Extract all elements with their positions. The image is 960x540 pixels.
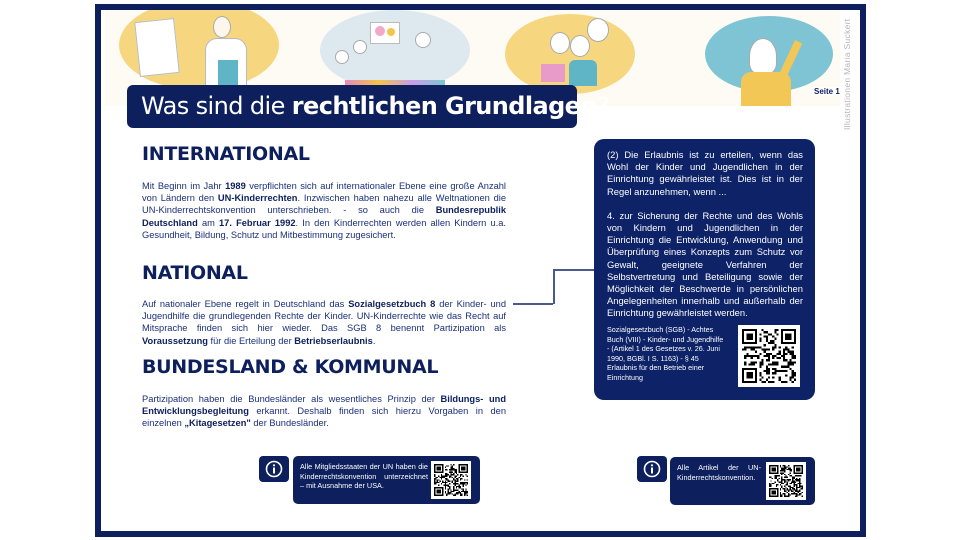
info-icon (643, 460, 661, 478)
connector-line (553, 269, 595, 271)
qr-code-icon[interactable] (431, 461, 471, 499)
qr-code-icon[interactable] (738, 325, 800, 387)
paragraph-international: Mit Beginn im Jahr 1989 verpflichten sich auf internationaler Ebene eine große Anzahl von Ländern den UN-Kinderrechten. Inzwischen haben nahezu alle Weltnationen die UN-Kinderrechtskonvention unterschrieben. - so auch die Bundesrepublik Deutschland am 17. Februar 1992. In den Kinderrechten werden allen Kindern u.a. Gesundheit, Bildung, Schutz und Mitbestimmung zugesichert. (142, 181, 507, 240)
heading-international: INTERNATIONAL (142, 143, 310, 165)
legal-quote-panel (594, 139, 815, 400)
connector-line (553, 269, 555, 304)
info-box-un-members: Alle Mitgliedsstaaten der UN haben die Kinderrechtskonvention unterzeichnet – mit Ausnahme der USA. (293, 456, 480, 504)
qr-code-icon[interactable] (766, 462, 806, 500)
paragraph-bundesland: Partizipation haben die Bundesländer als wesentliches Prinzip der Bildungs- und Entwicklungsbegleitung erkannt. Deshalb finden sich hierzu Vorgaben in den einzelnen „Kitagesetzen" der Bundesländer. (142, 394, 507, 429)
page-number: Seite 1 (814, 87, 840, 96)
paragraph-national: Auf nationaler Ebene regelt in Deutschland das Sozialgesetzbuch 8 der Kinder- und Jugendhilfe die grundlegenden Rechte der Kinder. UN-Kinderrechte wie das Recht auf Mitsprache finden sich hier wieder. Das SGB 8 benennt Partizipation als Voraussetzung für die Erteilung der Betriebserlaubnis. (142, 299, 506, 346)
heading-bundesland-kommunal: BUNDESLAND & KOMMUNAL (142, 356, 439, 378)
heading-national: NATIONAL (142, 262, 248, 284)
legal-paragraph-4: 4. zur Sicherung der Rechte und des Wohls von Kindern und Jugendlichen in der Einrichtung die Entwicklung, Anwendung und Überprüfung eines Konzepts zum Schutz vor Gewalt, geeignete Verfahren der Selbstvertretung und Beteiligung sowie der Möglichkeit der Beschwerde in persönlichen Angelegenheiten innerhalb und außerhalb der Einrichtung gewährleistet werden. (607, 209, 803, 319)
legal-source: Sozialgesetzbuch (SGB) - Achtes Buch (VIII) - Kinder- und Jugendhilfe - (Artikel 1 des Gesetzes v. 26. Juni 1990, BGBl. I S. 1163) - § 45 Erlaubnis für den Betrieb einer Einrichtung (607, 325, 724, 382)
info-box-un-articles: Alle Artikel der UN-Kinderrechtskonvention. (670, 457, 815, 505)
page-title: Was sind die rechtlichen Grundlagen? (127, 85, 577, 128)
illustration-credit: Illustrationen Maria Suckert (842, 18, 852, 130)
info-icon-button (259, 456, 289, 482)
info-icon-button (637, 456, 667, 482)
connector-line (513, 303, 553, 305)
legal-paragraph-2: (2) Die Erlaubnis ist zu erteilen, wenn das Wohl der Kinder und Jugendlichen in der Einrichtung gewährleistet ist. Dies ist in der Regel anzunehmen, wenn ... (607, 149, 803, 197)
info-icon (265, 460, 283, 478)
